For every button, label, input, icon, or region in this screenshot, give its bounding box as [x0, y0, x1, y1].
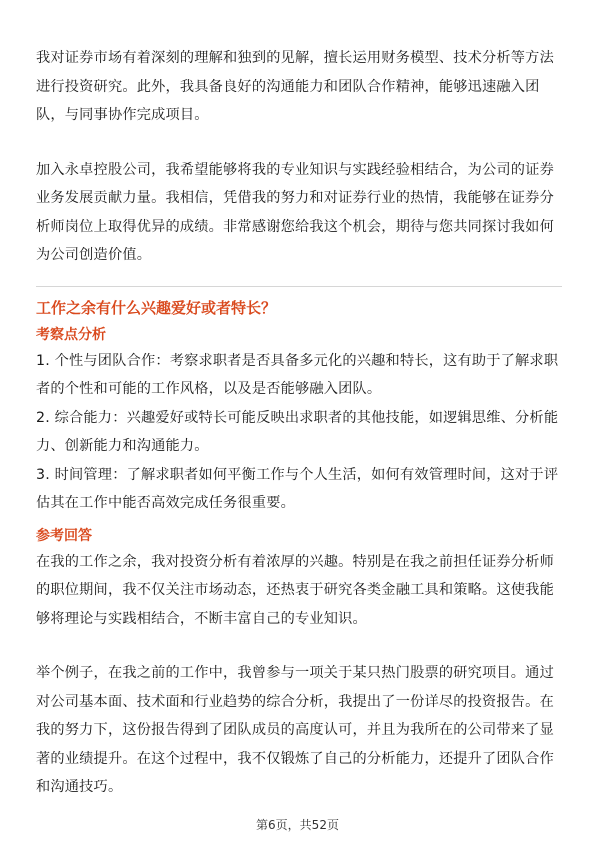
answer-heading: 参考回答: [36, 527, 92, 544]
answer-paragraph-1: 在我的工作之余，我对投资分析有着浓厚的兴趣。特别是在我之前担任证券分析师的职位期间，我不仅关注市场动态，还热衷于研究各类金融工具和策略。这使我能够将理论与实践相结合，不断丰富自己的专业知识。: [36, 553, 554, 627]
answer-paragraph-2: 举个例子，在我之前的工作中，我曾参与一项关于某只热门股票的研究项目。通过对公司基本面、技术面和行业趋势的综合分析，我提出了一份详尽的投资报告。在我的努力下，这份报告得到了团队成员的高度认可，并且为我所在的公司带来了显著的业绩提升。在这个过程中，我不仅锻炼了自己的分析能力，还提升了团队合作和沟通技巧。: [36, 665, 554, 795]
intro-paragraph-1: 我对证券市场有着深刻的理解和独到的见解，擅长运用财务模型、技术分析等方法进行投资研究。此外，我具备良好的沟通能力和团队合作精神，能够迅速融入团队，与同事协作完成项目。: [36, 50, 554, 123]
analysis-heading: 考察点分析: [36, 326, 106, 343]
question-title: 工作之余有什么兴趣爱好或者特长？: [36, 298, 277, 317]
analysis-point-2: 2. 综合能力：兴趣爱好或特长可能反映出求职者的其他技能，如逻辑思维、分析能力、创新能力和沟通能力。: [36, 409, 559, 454]
analysis-point-1: 1. 个性与团队合作：考察求职者是否具备多元化的兴趣和特长，这有助于了解求职者的个性和可能的工作风格，以及是否能够融入团队。: [36, 352, 559, 397]
page-number: 第6页，共52页: [256, 818, 339, 832]
document-page: [36, 44, 562, 802]
section-divider: [36, 286, 562, 287]
analysis-point-3: 3. 时间管理：了解求职者如何平衡工作与个人生活，如何有效管理时间，这对于评估其在工作中能否高效完成任务很重要。: [36, 466, 559, 511]
intro-paragraph-2: 加入永卓控股公司，我希望能够将我的专业知识与实践经验相结合，为公司的证券业务发展贡献力量。我相信，凭借我的努力和对证券行业的热情，我能够在证券分析师岗位上取得优异的成绩。非常感谢您给我这个机会，期待与您共同探讨我如何为公司创造价值。: [36, 161, 554, 263]
